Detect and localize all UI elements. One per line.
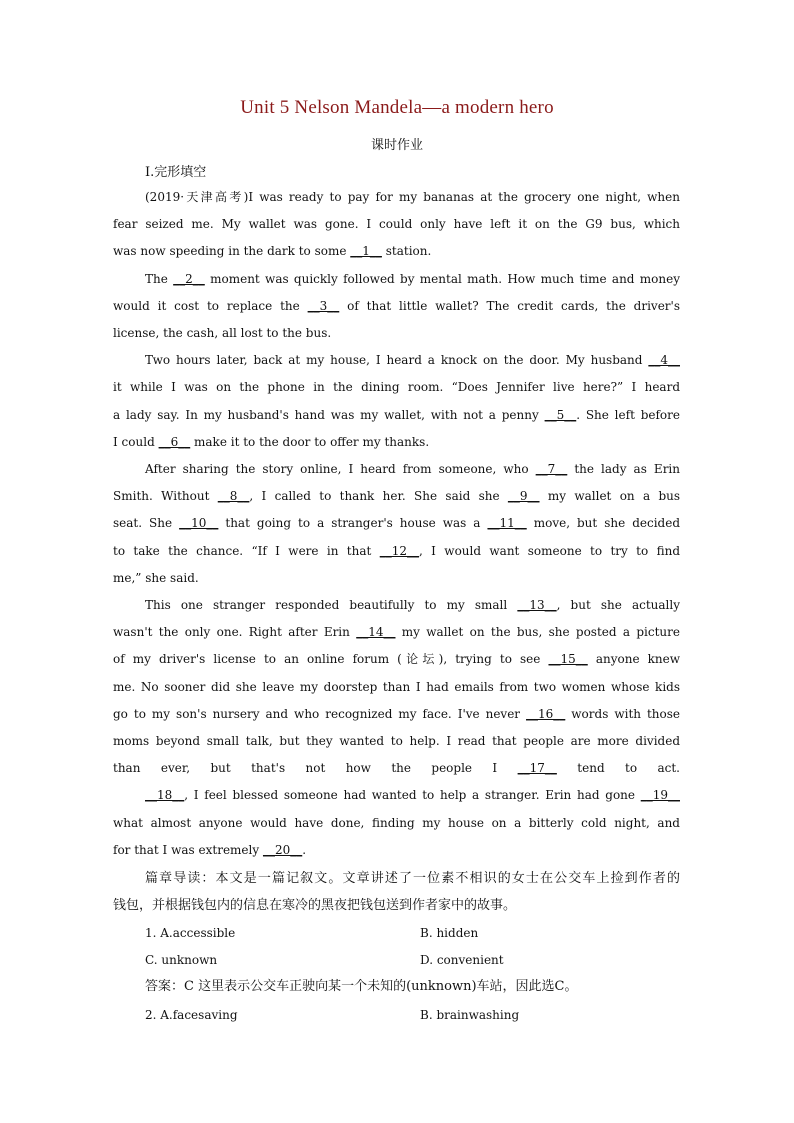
- q1-option-c: C. unknown: [145, 953, 218, 967]
- passage-text: , but she actually: [556, 598, 680, 612]
- passage-line: [113, 214, 680, 234]
- cloze-blank: __8__: [217, 489, 250, 503]
- passage-line: [145, 459, 680, 479]
- passage-line: [113, 241, 680, 261]
- passage-line: [113, 513, 680, 533]
- passage-text: moment was quickly followed by mental math. How much time and money: [204, 272, 680, 286]
- passage-text: move, but she decided: [526, 516, 681, 530]
- passage-text: moms beyond small talk, but they wanted to help. I read that people are more divided: [113, 734, 680, 748]
- passage-text: station.: [381, 244, 432, 258]
- cloze-blank: __6__: [158, 435, 191, 449]
- cloze-blank: __20__: [262, 843, 303, 857]
- passage-line: [113, 731, 680, 751]
- passage-text: that going to a stranger's house was a: [218, 516, 488, 530]
- passage-line: [113, 377, 680, 397]
- passage-line: [113, 758, 680, 778]
- passage-text: . She left before: [576, 408, 680, 422]
- passage-text: Smith. Without: [113, 489, 218, 503]
- cloze-blank: __3__: [307, 299, 340, 313]
- cloze-blank: __12__: [379, 544, 419, 558]
- passage-text: anyone knew: [587, 652, 680, 666]
- guide-line-1: 篇章导读：本文是一篇记叙文。文章讲述了一位素不相识的女士在公交车上捡到作者的: [145, 871, 680, 886]
- q1-answer: 答案：C 这里表示公交车正驶向某一个未知的(unknown)车站，因此选C。: [145, 979, 578, 994]
- cloze-blank: __4__: [648, 353, 680, 367]
- cloze-blank: __16__: [526, 707, 566, 721]
- passage-line: [113, 323, 680, 343]
- cloze-blank: __15__: [548, 652, 588, 666]
- passage-text: Two hours later, back at my house, I heard a knock on the door. My husband: [145, 353, 649, 367]
- cloze-blank: __9__: [507, 489, 540, 503]
- passage-text: than ever, but that's not how the people I: [113, 761, 518, 775]
- q2-option-a: 2. A.facesaving: [145, 1008, 238, 1022]
- cloze-blank: __5__: [544, 408, 577, 422]
- passage-line: [113, 704, 680, 724]
- passage-text: .: [302, 843, 307, 857]
- passage-text: my wallet on the bus, she posted a picture: [395, 625, 680, 639]
- passage-line: [145, 187, 680, 207]
- q2-option-b: B. brainwashing: [420, 1008, 520, 1022]
- passage-line: [113, 568, 680, 588]
- passage-line: [113, 432, 680, 452]
- passage-text: wasn't the only one. Right after Erin: [113, 625, 357, 639]
- cloze-blank: __1__: [350, 244, 382, 258]
- passage-text: would it cost to replace the: [113, 299, 308, 313]
- passage-line: [113, 486, 680, 506]
- passage-text: a lady say. In my husband's hand was my wallet, with not a penny: [113, 408, 545, 422]
- passage-line: [113, 405, 680, 425]
- section-heading: Ⅰ.完形填空: [145, 165, 207, 180]
- guide-line-2: 钱包，并根据钱包内的信息在寒冷的黑夜把钱包送到作者家中的故事。: [113, 898, 517, 913]
- passage-text: , I would want someone to try to find: [419, 544, 680, 558]
- passage-text: , I feel blessed someone had wanted to help a stranger. Erin had gone: [184, 788, 641, 802]
- passage-text: for that I was extremely: [113, 843, 263, 857]
- passage-line: [113, 677, 680, 697]
- cloze-blank: __17__: [517, 761, 557, 775]
- cloze-blank: __10__: [179, 516, 219, 530]
- passage-text: license, the cash, all lost to the bus.: [113, 326, 332, 340]
- document-subtitle: 课时作业: [370, 138, 423, 153]
- q1-option-b: B. hidden: [420, 926, 479, 940]
- passage-text: of my driver's license to an online forum (论坛), trying to see: [113, 652, 549, 666]
- passage-line: [113, 813, 680, 833]
- passage-text: seat. She: [113, 516, 180, 530]
- passage-line: [113, 840, 680, 860]
- passage-text: it while I was on the phone in the dining room. “Does Jennifer live here?” I heard: [113, 380, 680, 394]
- passage-text: me,” she said.: [113, 571, 199, 585]
- passage-text: words with those: [565, 707, 681, 721]
- passage-text: I could: [113, 435, 159, 449]
- cloze-blank: __14__: [356, 625, 396, 639]
- passage-text: tend to act.: [556, 761, 681, 775]
- passage-text: go to my son's nursery and who recognized my face. I've never: [113, 707, 527, 721]
- passage-text: what almost anyone would have done, finding my house on a bitterly cold night, and: [113, 816, 680, 830]
- passage-text: of that little wallet? The credit cards, the driver's: [339, 299, 680, 313]
- passage-text: make it to the door to offer my thanks.: [190, 435, 430, 449]
- cloze-blank: __18__: [145, 788, 185, 802]
- passage-text: (2019·天津高考)I was ready to pay for my bananas at the grocery one night, when: [145, 190, 680, 204]
- passage-text: was now speeding in the dark to some: [113, 244, 351, 258]
- passage-text: The: [145, 272, 174, 286]
- passage-line: [145, 785, 680, 805]
- cloze-blank: __7__: [535, 462, 568, 476]
- passage-text: fear seized me. My wallet was gone. I could only have left it on the G9 bus, which: [113, 217, 680, 231]
- passage-line: [113, 296, 680, 316]
- passage-line: [113, 541, 680, 561]
- passage-text: to take the chance. “If I were in that: [113, 544, 380, 558]
- passage-line: [145, 269, 680, 289]
- cloze-blank: __11__: [487, 516, 527, 530]
- passage-text: the lady as Erin: [567, 462, 680, 476]
- cloze-blank: __13__: [517, 598, 557, 612]
- cloze-blank: __2__: [173, 272, 205, 286]
- passage-text: , I called to thank her. She said she: [249, 489, 508, 503]
- q1-option-a: 1. A.accessible: [145, 926, 236, 940]
- passage-text: my wallet on a bus: [539, 489, 681, 503]
- document-title: Unit 5 Nelson Mandela—a modern hero: [240, 97, 554, 118]
- passage-text: This one stranger responded beautifully to my small: [145, 598, 518, 612]
- passage-line: [113, 649, 680, 669]
- passage-line: [113, 622, 680, 642]
- passage-text: me. No sooner did she leave my doorstep than I had emails from two women whose kids: [113, 680, 680, 694]
- q1-option-d: D. convenient: [420, 953, 504, 967]
- passage-text: After sharing the story online, I heard from someone, who: [145, 462, 536, 476]
- cloze-blank: __19__: [640, 788, 680, 802]
- passage-line: [145, 350, 680, 370]
- passage-line: [145, 595, 680, 615]
